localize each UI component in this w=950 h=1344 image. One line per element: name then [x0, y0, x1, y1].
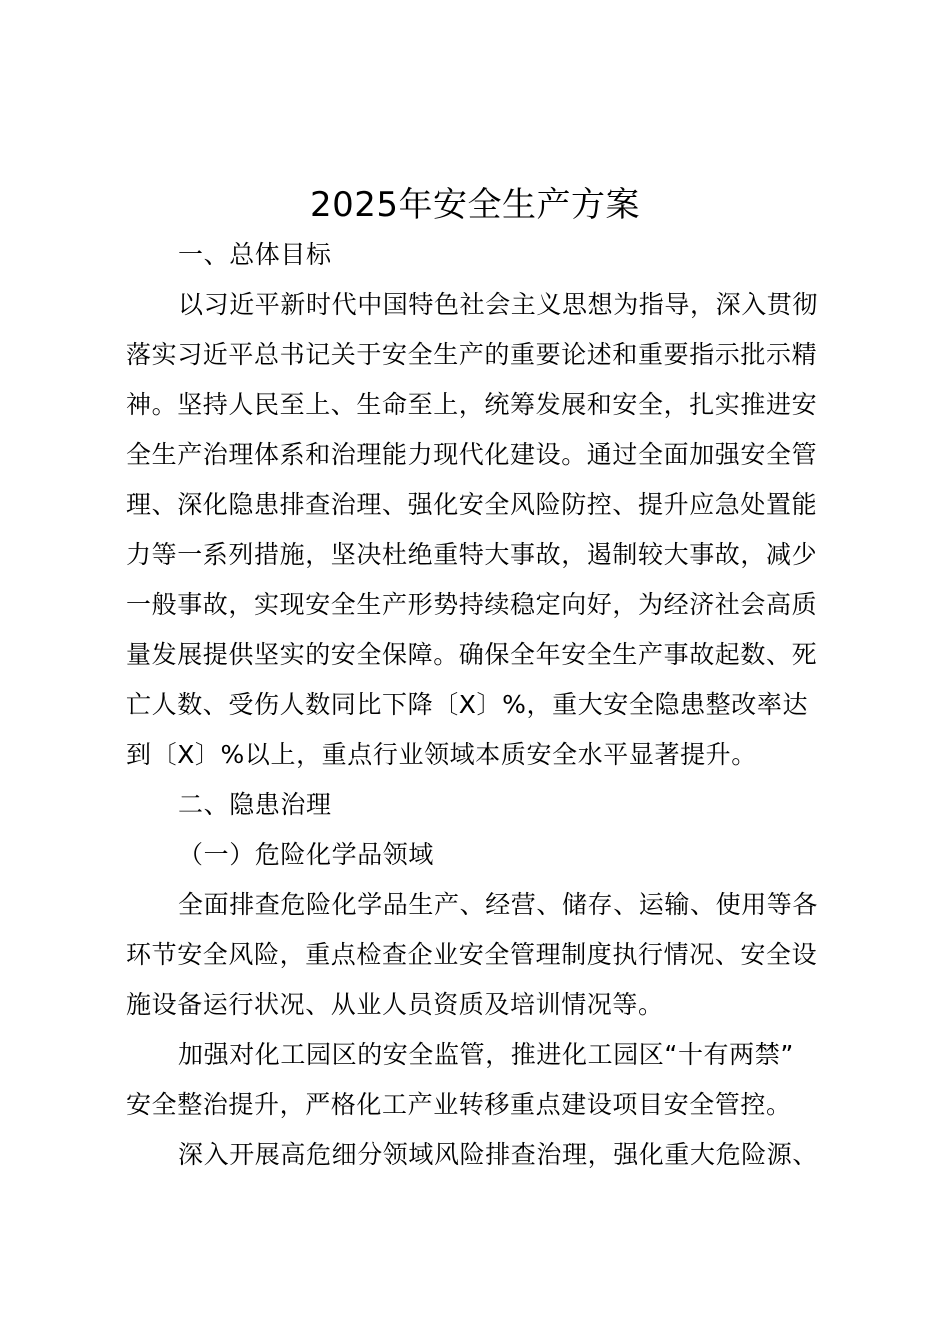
paragraph-line: 施设备运行状况、从业人员资质及培训情况等。 [126, 990, 664, 1019]
paragraph-line: 神。坚持人民至上、生命至上，统筹发展和安全，扎实推进安 [126, 390, 818, 419]
paragraph-line: 理、深化隐患排查治理、强化安全风险防控、提升应急处置能 [126, 490, 818, 519]
paragraph-line: 以习近平新时代中国特色社会主义思想为指导，深入贯彻 [178, 290, 819, 319]
paragraph-line: 加强对化工园区的安全监管，推进化工园区“十有两禁” [178, 1040, 794, 1069]
paragraph-line: 到〔X〕%以上，重点行业领域本质安全水平显著提升。 [126, 740, 757, 769]
subsection-heading-hazardous-chemicals: （一）危险化学品领域 [178, 840, 435, 869]
document-title: 2025年安全生产方案 [309, 185, 641, 225]
paragraph-line: 深入开展高危细分领域风险排查治理，强化重大危险源、 [178, 1140, 819, 1169]
section-heading-overall-goals: 一、总体目标 [178, 240, 332, 269]
paragraph-line: 一般事故，实现安全生产形势持续稳定向好，为经济社会高质 [126, 590, 818, 619]
paragraph-line: 量发展提供坚实的安全保障。确保全年安全生产事故起数、死 [126, 640, 818, 669]
section-heading-hazard-control: 二、隐患治理 [178, 790, 332, 819]
paragraph-line: 环节安全风险，重点检查企业安全管理制度执行情况、安全设 [126, 940, 818, 969]
paragraph-line: 全生产治理体系和治理能力现代化建设。通过全面加强安全管 [126, 440, 818, 469]
paragraph-line: 全面排查危险化学品生产、经营、储存、运输、使用等各 [178, 890, 819, 919]
paragraph-line: 亡人数、受伤人数同比下降〔X〕%，重大安全隐患整改率达 [126, 690, 809, 719]
paragraph-line: 安全整治提升，严格化工产业转移重点建设项目安全管控。 [126, 1090, 792, 1119]
paragraph-line: 落实习近平总书记关于安全生产的重要论述和重要指示批示精 [126, 340, 818, 369]
paragraph-line: 力等一系列措施，坚决杜绝重特大事故，遏制较大事故，减少 [126, 540, 818, 569]
